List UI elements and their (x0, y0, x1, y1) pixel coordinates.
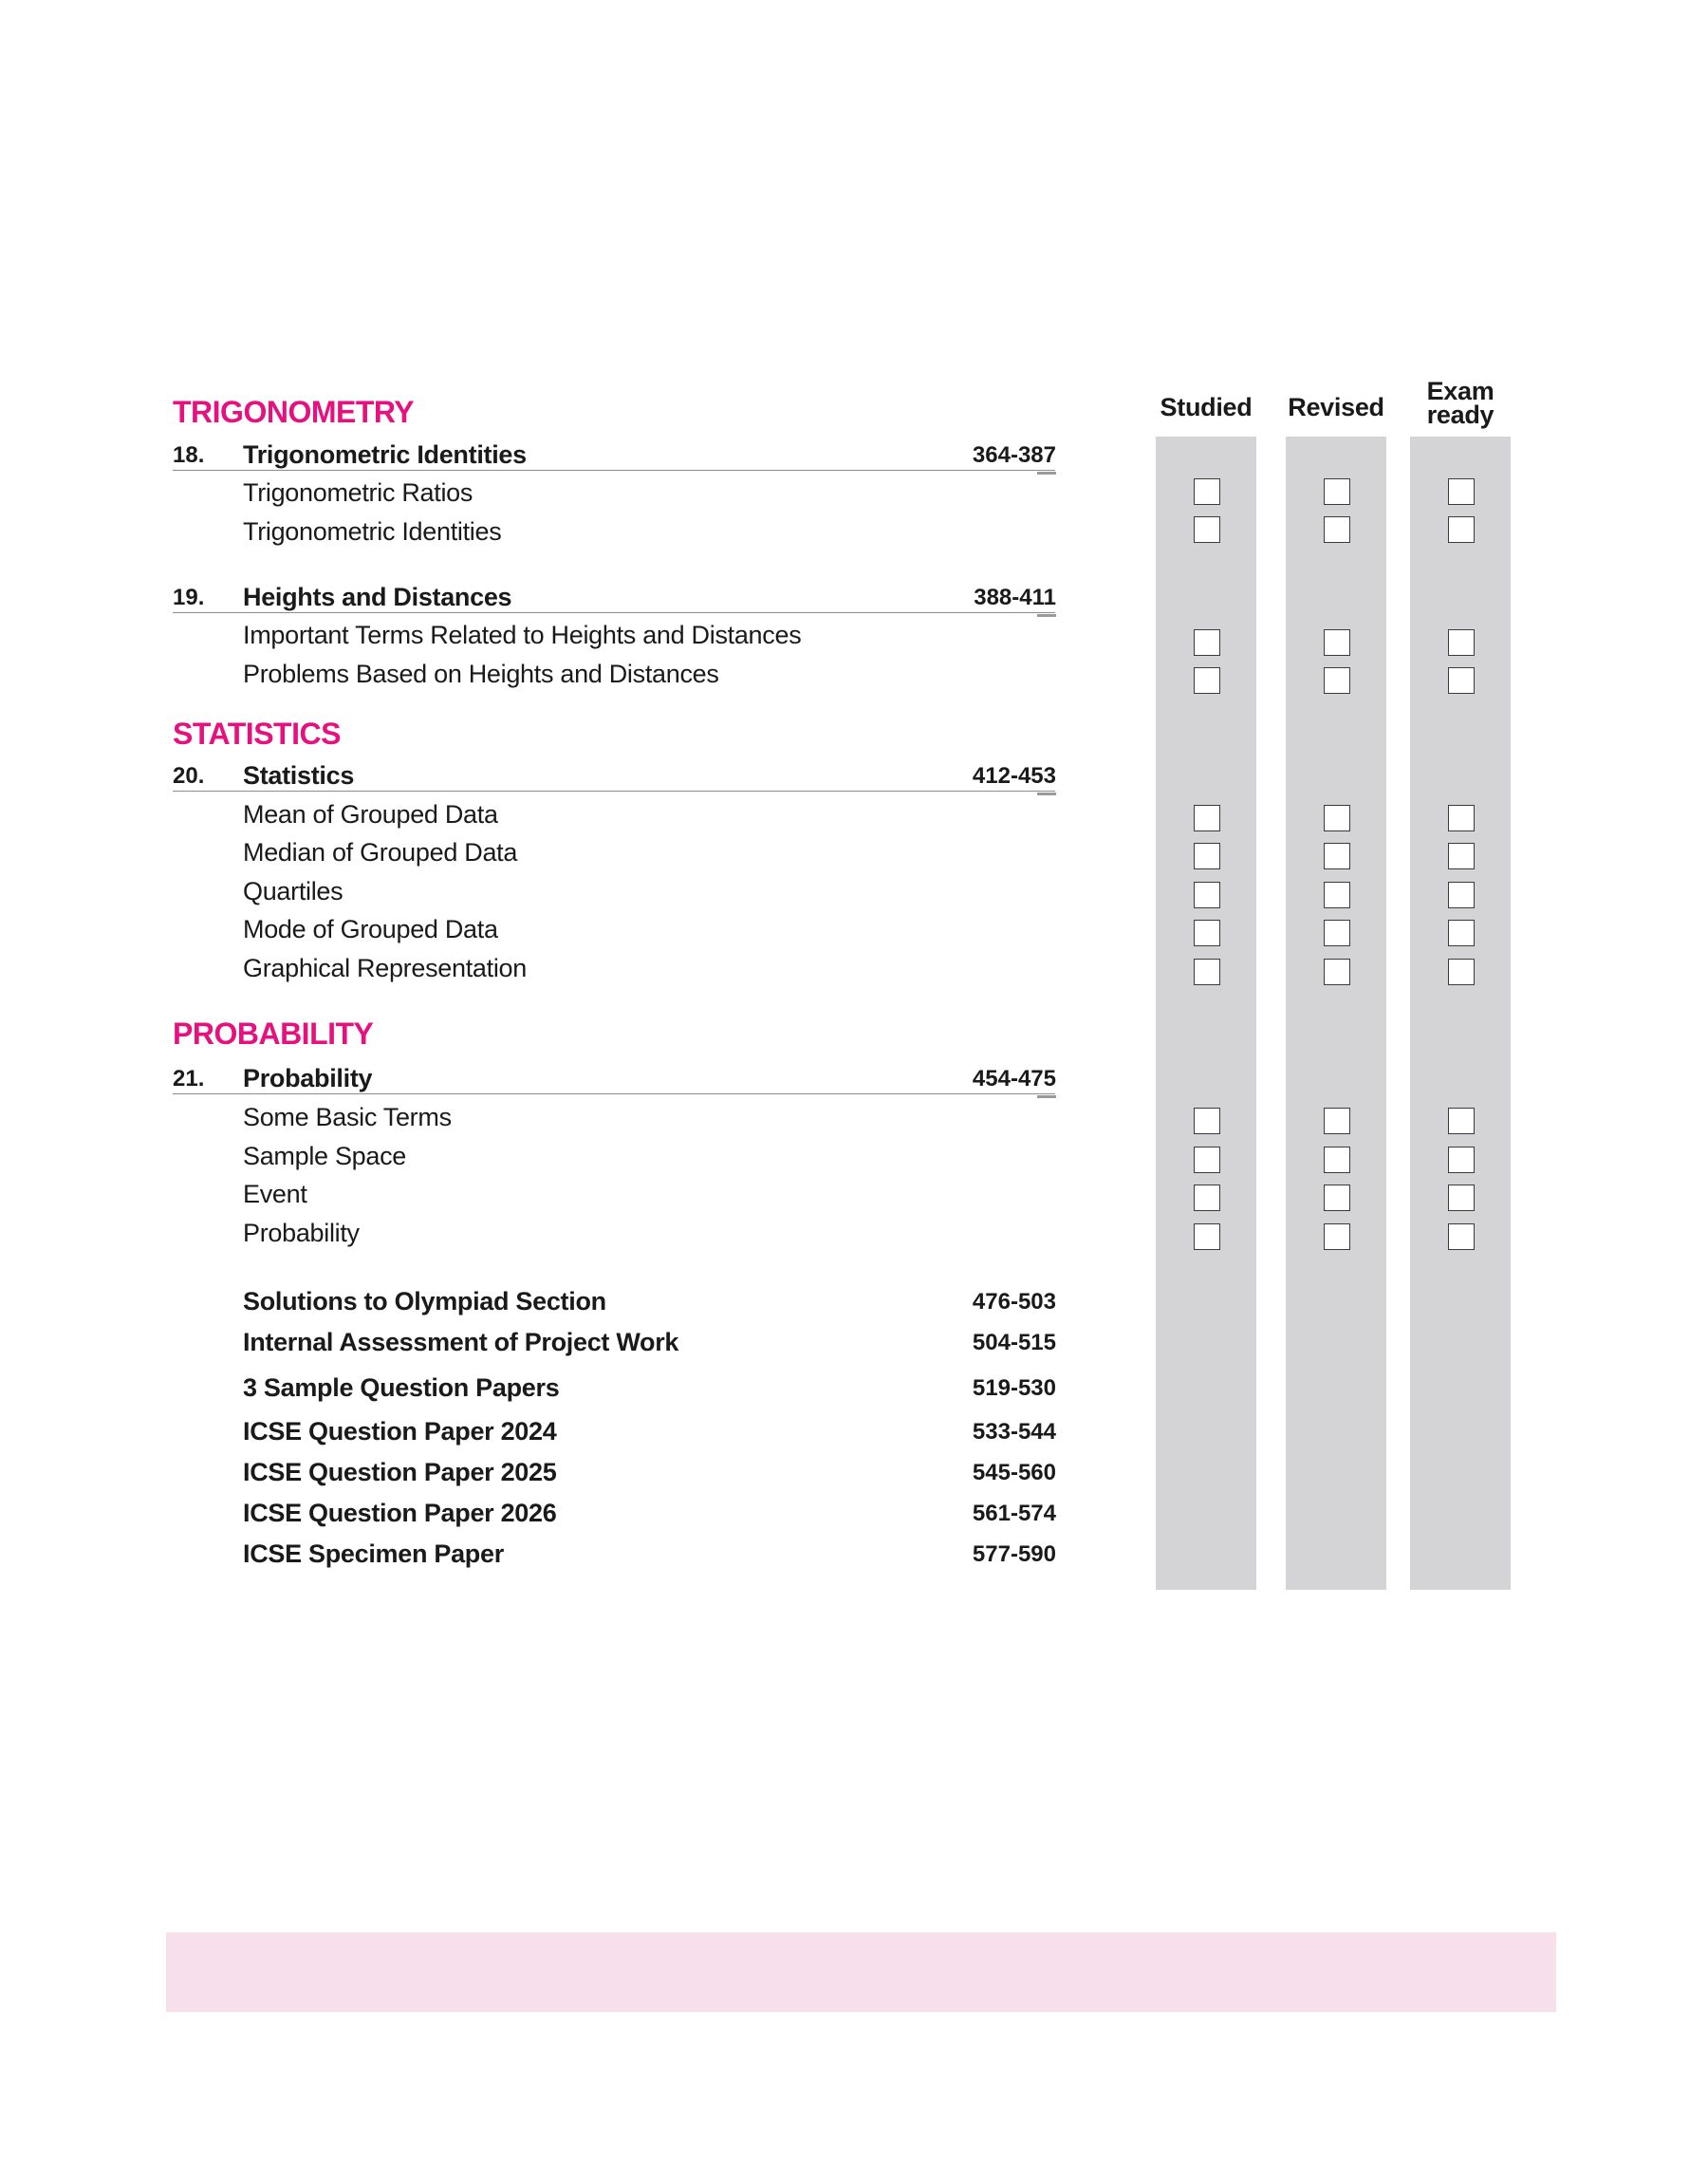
extra-entry-title[interactable]: ICSE Question Paper 2025 (243, 1458, 557, 1486)
extra-entry-pages: 545-560 (972, 1460, 1056, 1485)
revised-column-header: Revised (1288, 393, 1384, 421)
topic-item: Some Basic Terms (243, 1103, 452, 1131)
chapter-pages: 364-387 (972, 442, 1056, 468)
section-title-trigonometry: TRIGONOMETRY (173, 395, 415, 429)
extra-entry-pages: 504-515 (972, 1330, 1056, 1355)
studied-checkbox[interactable] (1194, 478, 1220, 505)
revised-checkbox[interactable] (1324, 1223, 1350, 1250)
studied-checkbox[interactable] (1194, 667, 1220, 694)
topic-item: Sample Space (243, 1142, 407, 1170)
section-title-probability: PROBABILITY (173, 1017, 374, 1051)
exam-ready-checkbox[interactable] (1448, 1108, 1475, 1134)
revised-checkbox[interactable] (1324, 1185, 1350, 1211)
chapter-divider-accent (1037, 614, 1056, 617)
studied-checkbox[interactable] (1194, 629, 1220, 656)
chapter-pages: 388-411 (974, 585, 1056, 610)
revised-column-bar (1286, 437, 1386, 1590)
section-title-statistics: STATISTICS (173, 717, 341, 751)
topic-item: Problems Based on Heights and Distances (243, 660, 719, 688)
extra-entry-title[interactable]: ICSE Question Paper 2026 (243, 1499, 557, 1527)
chapter-divider (173, 1093, 1055, 1094)
studied-checkbox[interactable] (1194, 805, 1220, 831)
extra-entry-title[interactable]: ICSE Specimen Paper (243, 1539, 504, 1568)
topic-item: Trigonometric Ratios (243, 478, 473, 507)
extra-entry-pages: 561-574 (972, 1501, 1056, 1526)
chapter-divider (173, 612, 1055, 613)
exam-ready-checkbox[interactable] (1448, 805, 1475, 831)
exam-ready-column-bar (1410, 437, 1511, 1590)
studied-checkbox[interactable] (1194, 1185, 1220, 1211)
chapter-pages: 454-475 (972, 1066, 1056, 1092)
extra-entry-pages: 519-530 (972, 1375, 1056, 1401)
chapter-number: 20. (173, 763, 205, 789)
studied-checkbox[interactable] (1194, 1147, 1220, 1173)
exam-ready-checkbox[interactable] (1448, 843, 1475, 869)
studied-column-bar (1156, 437, 1256, 1590)
extra-entry-pages: 476-503 (972, 1289, 1056, 1315)
revised-checkbox[interactable] (1324, 478, 1350, 505)
topic-item: Important Terms Related to Heights and Distances (243, 621, 802, 649)
chapter-divider (173, 470, 1055, 471)
revised-checkbox[interactable] (1324, 1108, 1350, 1134)
chapter-divider-accent (1037, 793, 1056, 795)
revised-checkbox[interactable] (1324, 920, 1350, 946)
studied-checkbox[interactable] (1194, 843, 1220, 869)
chapter-divider (173, 791, 1055, 792)
revised-checkbox[interactable] (1324, 516, 1350, 543)
extra-entry-title[interactable]: Solutions to Olympiad Section (243, 1287, 606, 1315)
extra-entry-title[interactable]: 3 Sample Question Papers (243, 1373, 560, 1402)
revised-checkbox[interactable] (1324, 805, 1350, 831)
topic-item: Quartiles (243, 877, 343, 905)
studied-checkbox[interactable] (1194, 1108, 1220, 1134)
topic-item: Graphical Representation (243, 954, 527, 982)
studied-checkbox[interactable] (1194, 1223, 1220, 1250)
revised-checkbox[interactable] (1324, 629, 1350, 656)
revised-checkbox[interactable] (1324, 667, 1350, 694)
chapter-number: 21. (173, 1066, 205, 1092)
studied-checkbox[interactable] (1194, 516, 1220, 543)
studied-column-header: Studied (1160, 393, 1253, 421)
exam-ready-checkbox[interactable] (1448, 882, 1475, 908)
chapter-title[interactable]: Heights and Distances (243, 583, 512, 611)
extra-entry-pages: 577-590 (972, 1541, 1056, 1567)
exam-ready-checkbox[interactable] (1448, 959, 1475, 985)
studied-checkbox[interactable] (1194, 920, 1220, 946)
chapter-pages: 412-453 (972, 763, 1056, 789)
exam-ready-checkbox[interactable] (1448, 667, 1475, 694)
exam-ready-checkbox[interactable] (1448, 516, 1475, 543)
chapter-title[interactable]: Statistics (243, 761, 355, 790)
exam-ready-column-header: Exam ready (1426, 377, 1494, 429)
chapter-title[interactable]: Probability (243, 1064, 373, 1092)
extra-entry-title[interactable]: Internal Assessment of Project Work (243, 1328, 679, 1356)
revised-checkbox[interactable] (1324, 959, 1350, 985)
revised-checkbox[interactable] (1324, 882, 1350, 908)
studied-checkbox[interactable] (1194, 959, 1220, 985)
chapter-number: 19. (173, 585, 205, 610)
exam-ready-checkbox[interactable] (1448, 920, 1475, 946)
extra-entry-title[interactable]: ICSE Question Paper 2024 (243, 1417, 557, 1446)
chapter-number: 18. (173, 442, 205, 468)
revised-checkbox[interactable] (1324, 1147, 1350, 1173)
topic-item: Mode of Grouped Data (243, 915, 498, 943)
exam-ready-checkbox[interactable] (1448, 629, 1475, 656)
exam-ready-checkbox[interactable] (1448, 478, 1475, 505)
topic-item: Median of Grouped Data (243, 838, 518, 867)
revised-checkbox[interactable] (1324, 843, 1350, 869)
extra-entry-pages: 533-544 (972, 1419, 1056, 1445)
topic-item: Trigonometric Identities (243, 517, 502, 546)
studied-checkbox[interactable] (1194, 882, 1220, 908)
exam-ready-checkbox[interactable] (1448, 1147, 1475, 1173)
chapter-divider-accent (1037, 1095, 1056, 1098)
topic-item: Mean of Grouped Data (243, 800, 498, 829)
topic-item: Probability (243, 1219, 360, 1247)
chapter-divider-accent (1037, 472, 1056, 475)
footer-band (166, 1932, 1556, 2012)
topic-item: Event (243, 1180, 307, 1208)
exam-ready-checkbox[interactable] (1448, 1185, 1475, 1211)
exam-ready-checkbox[interactable] (1448, 1223, 1475, 1250)
chapter-title[interactable]: Trigonometric Identities (243, 440, 527, 469)
